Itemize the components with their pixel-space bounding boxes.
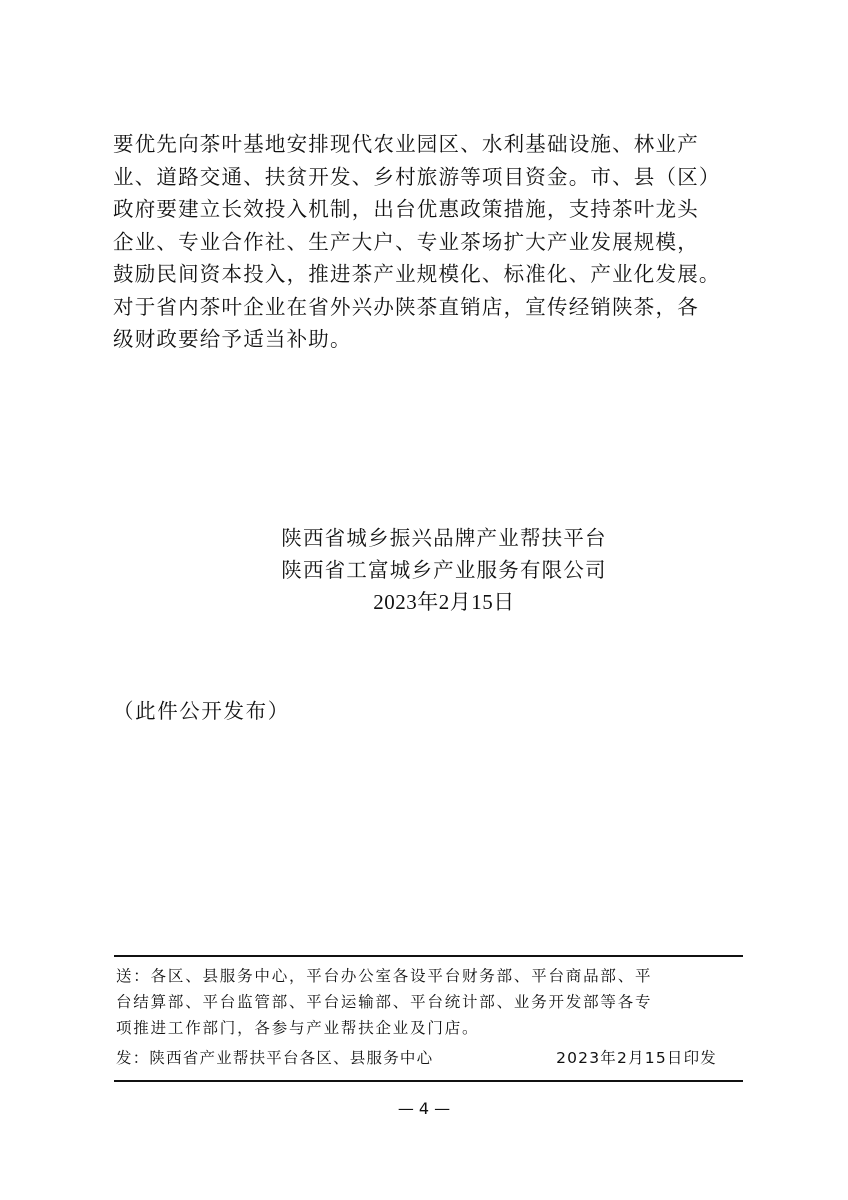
body-line: 企业、专业合作社、生产大户、专业茶场扩大产业发展规模， [113, 229, 699, 254]
signature-org-1: 陕西省城乡振兴品牌产业帮扶平台 [281, 526, 607, 550]
body-line: 鼓励民间资本投入，推进茶产业规模化、标准化、产业化发展。 [113, 262, 721, 286]
body-line: 要优先向茶叶基地安排现代农业园区、水利基础设施、林业产 [113, 132, 699, 156]
page-number: — 4 — [397, 1099, 451, 1118]
distribution-line: 送：各区、县服务中心，平台办公室各设平台财务部、平台商品部、平 [116, 967, 653, 985]
issuer-name: 发：陕西省产业帮扶平台各区、县服务中心 [116, 1049, 434, 1067]
body-line: 政府要建立长效投入机制，出台优惠政策措施，支持茶叶龙头 [113, 197, 699, 221]
distribution-line: 项推进工作部门，各参与产业帮扶企业及门店。 [116, 1019, 480, 1037]
body-line: 对于省内茶叶企业在省外兴办陕茶直销店，宣传经销陕茶，各 [113, 294, 699, 319]
public-release-note: （此件公开发布） [113, 699, 290, 723]
signature-block [0, 522, 848, 618]
body-line: 级财政要给予适当补助。 [113, 327, 352, 351]
footer-bottom-rule [114, 1080, 743, 1082]
issue-date: 2023年2月15日印发 [556, 1049, 717, 1067]
body-line: 业、道路交通、扶贫开发、乡村旅游等项目资金。市、县（区） [113, 164, 721, 189]
body-paragraph [113, 128, 745, 356]
signature-org-2: 陕西省工富城乡产业服务有限公司 [281, 558, 607, 582]
signature-date: 2023年2月15日 [373, 590, 515, 614]
distribution-line: 台结算部、平台监管部、平台运输部、平台统计部、业务开发部等各专 [116, 993, 653, 1011]
distribution-list [116, 963, 743, 1041]
footer-top-rule [114, 955, 743, 957]
